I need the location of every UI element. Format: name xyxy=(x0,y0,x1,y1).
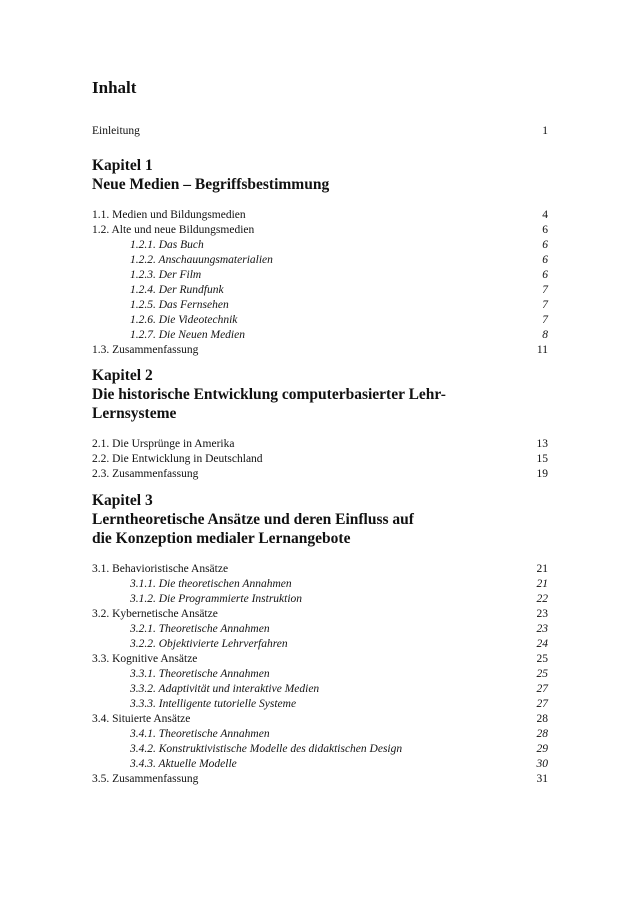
chapter-title-line: Neue Medien – Begriffsbestimmung xyxy=(92,176,330,193)
toc-subentry xyxy=(92,238,548,253)
toc-entry-page: 19 xyxy=(536,468,548,480)
toc-subentry xyxy=(92,637,548,652)
toc-list xyxy=(92,562,548,787)
toc-entry-page: 7 xyxy=(542,314,548,326)
toc-entry-label: 3.3.2. Adaptivität und interaktive Medien xyxy=(130,683,320,695)
toc-subentry xyxy=(92,757,548,772)
toc-entry-page: 6 xyxy=(542,239,548,251)
toc-entry-label: 3.4. Situierte Ansätze xyxy=(92,713,191,725)
toc-entry-label: 3.3.1. Theoretische Annahmen xyxy=(130,668,270,680)
toc-entry-page: 27 xyxy=(536,683,548,695)
toc-entry xyxy=(92,467,548,482)
toc-entry-label: 3.2.1. Theoretische Annahmen xyxy=(130,623,270,635)
chapter-number: Kapitel 2 xyxy=(92,367,153,384)
toc-row xyxy=(92,124,548,139)
toc-subentry xyxy=(92,298,548,313)
toc-subentry xyxy=(92,742,548,757)
toc-entry-page: 7 xyxy=(542,299,548,311)
chapter-title-line: Lerntheoretische Ansätze und deren Einfluss auf xyxy=(92,511,414,528)
toc-entry-label: 3.4.2. Konstruktivistische Modelle des didaktischen Design xyxy=(130,743,403,755)
toc-entry-page: 8 xyxy=(542,329,548,341)
chapter-3 xyxy=(92,491,548,787)
toc-entry-page: 13 xyxy=(536,438,548,450)
toc-entry-label: 1.2.2. Anschauungsmaterialien xyxy=(130,254,273,266)
chapter-1 xyxy=(92,156,548,358)
toc-entry-label: 3.3.3. Intelligente tutorielle Systeme xyxy=(130,698,297,710)
toc-entry xyxy=(92,208,548,223)
chapter-title-line: Die historische Entwicklung computerbasierter Lehr- xyxy=(92,386,446,403)
toc-entry-label: 1.2.3. Der Film xyxy=(130,269,202,281)
toc-subentry xyxy=(92,622,548,637)
toc-entry xyxy=(92,652,548,667)
toc-entry-page: 15 xyxy=(536,453,548,465)
toc-entry-page: 30 xyxy=(536,758,548,770)
toc-list xyxy=(92,437,548,482)
toc-entry-label: 1.1. Medien und Bildungsmedien xyxy=(92,209,246,221)
toc-entry-page: 23 xyxy=(536,623,548,635)
chapter-heading xyxy=(92,366,548,423)
toc-entry xyxy=(92,223,548,238)
toc-subentry xyxy=(92,577,548,592)
toc-entry-label: 2.2. Die Entwicklung in Deutschland xyxy=(92,453,263,465)
toc-entry-label: 2.1. Die Ursprünge in Amerika xyxy=(92,438,235,450)
toc-entry-page: 4 xyxy=(542,209,548,221)
toc-entry-label: 3.4.3. Aktuelle Modelle xyxy=(130,758,237,770)
toc-subentry xyxy=(92,283,548,298)
toc-entry-page: 6 xyxy=(542,269,548,281)
toc-entry-page: 11 xyxy=(536,344,548,356)
toc-subentry xyxy=(92,328,548,343)
toc-entry-label: 3.1.1. Die theoretischen Annahmen xyxy=(130,578,292,590)
toc-entry xyxy=(92,437,548,452)
toc-entry-label: 1.2.6. Die Videotechnik xyxy=(130,314,238,326)
chapter-number: Kapitel 3 xyxy=(92,492,153,509)
toc-entry-label: 3.2. Kybernetische Ansätze xyxy=(92,608,218,620)
toc-subentry xyxy=(92,697,548,712)
toc-entry-label: 1.2. Alte und neue Bildungsmedien xyxy=(92,224,255,236)
page-title: Inhalt xyxy=(92,78,137,97)
toc-entry-label: 3.1. Behavioristische Ansätze xyxy=(92,563,229,575)
toc-entry-label: Einleitung xyxy=(92,125,140,137)
chapter-heading xyxy=(92,491,548,548)
toc-subentry xyxy=(92,592,548,607)
toc-subentry xyxy=(92,727,548,742)
toc-entry xyxy=(92,562,548,577)
toc-list xyxy=(92,208,548,358)
toc-entry-label: 3.3. Kognitive Ansätze xyxy=(92,653,198,665)
toc-entry-label: 3.2.2. Objektivierte Lehrverfahren xyxy=(130,638,288,650)
toc-entry-label: 1.2.5. Das Fernsehen xyxy=(130,299,229,311)
toc-entry-page: 27 xyxy=(536,698,548,710)
toc-entry-page: 31 xyxy=(536,773,548,785)
toc-entry xyxy=(92,343,548,358)
toc-entry-label: 1.2.4. Der Rundfunk xyxy=(130,284,224,296)
toc-entry-intro xyxy=(92,124,548,139)
toc-entry xyxy=(92,772,548,787)
toc-entry-page: 24 xyxy=(536,638,548,650)
toc-entry-page: 25 xyxy=(536,653,548,665)
toc-entry-page: 6 xyxy=(542,224,548,236)
toc-subentry xyxy=(92,253,548,268)
toc-subentry xyxy=(92,313,548,328)
toc-entry-label: 1.3. Zusammenfassung xyxy=(92,344,199,356)
chapter-2 xyxy=(92,366,548,482)
toc-entry xyxy=(92,712,548,727)
toc-entry-page: 29 xyxy=(536,743,548,755)
toc-entry-page: 28 xyxy=(536,728,548,740)
toc-entry xyxy=(92,452,548,467)
toc-entry-page: 22 xyxy=(536,593,548,605)
chapter-number: Kapitel 1 xyxy=(92,157,153,174)
toc-subentry xyxy=(92,268,548,283)
toc-entry-label: 1.2.7. Die Neuen Medien xyxy=(130,329,245,341)
toc-subentry xyxy=(92,667,548,682)
toc-entry-label: 3.4.1. Theoretische Annahmen xyxy=(130,728,270,740)
toc-entry-label: 2.3. Zusammenfassung xyxy=(92,468,199,480)
toc-entry-label: 3.5. Zusammenfassung xyxy=(92,773,199,785)
toc-entry-page: 1 xyxy=(542,125,548,137)
toc-entry-page: 21 xyxy=(536,563,548,575)
chapter-title-line: Lernsysteme xyxy=(92,405,177,422)
toc-entry-label: 1.2.1. Das Buch xyxy=(130,239,204,251)
toc-entry-page: 25 xyxy=(536,668,548,680)
toc-entry-page: 7 xyxy=(542,284,548,296)
toc-entry-page: 21 xyxy=(536,578,548,590)
chapter-title-line: die Konzeption medialer Lernangebote xyxy=(92,530,351,547)
toc-entry-page: 6 xyxy=(542,254,548,266)
toc-subentry xyxy=(92,682,548,697)
toc-entry-page: 23 xyxy=(536,608,548,620)
toc-entry-label: 3.1.2. Die Programmierte Instruktion xyxy=(130,593,303,605)
toc-entry xyxy=(92,607,548,622)
toc-entry-page: 28 xyxy=(536,713,548,725)
chapter-heading xyxy=(92,156,548,194)
